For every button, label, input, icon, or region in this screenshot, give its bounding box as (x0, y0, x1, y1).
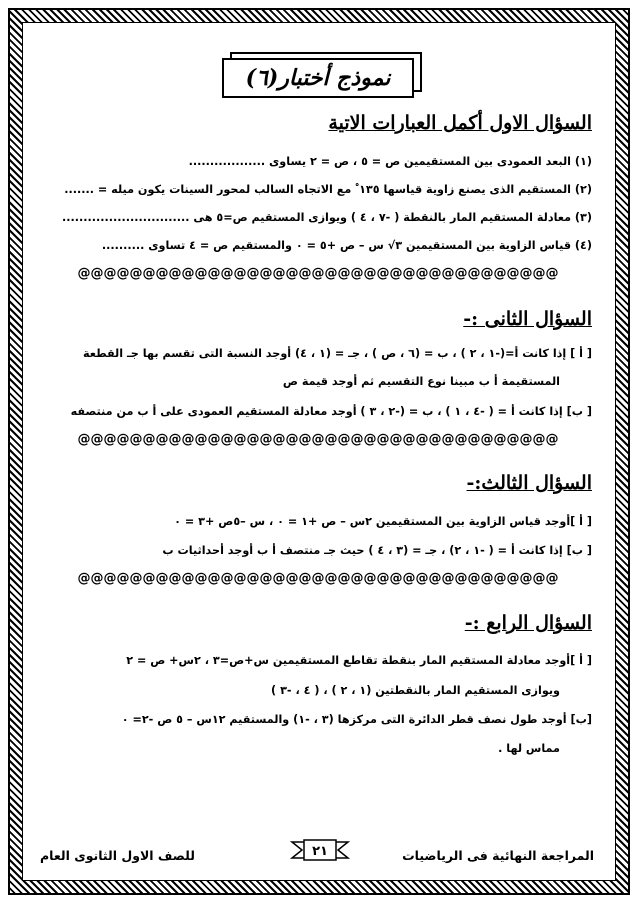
page-number-ribbon-icon (290, 838, 350, 862)
q1-heading: السؤال الاول أكمل العبارات الاتية (328, 112, 592, 134)
page-number: ٢١ (312, 844, 328, 859)
q4-item-b: [ب] أوجد طول نصف قطر الدائرة التى مركزها (٣ ، -١) والمستقيم ١٢س – ٥ ص -٢= ٠ (121, 713, 592, 726)
q3-heading: السؤال الثالث:- (466, 472, 592, 494)
q4-item-a: [ أ ]أوجد معادلة المستقيم المار بنقطة تقاطع المستقيمين س+ص=٣ ، ٢س+ ص = ٢ (126, 654, 592, 667)
q1-item-3: (٣) معادلة المستقيم المار بالنقطة ( -٧ ، ٤ ) ويوازى المستقيم ص=٥ هى .............................. (62, 211, 592, 224)
q1-item-2: (٢) المستقيم الذى يصنع زاوية قياسها ١٣٥ ْ مع الاتجاه السالب لمحور السينات يكون ميله = ....... (64, 183, 592, 196)
q2-item-b: [ ب] إذا كانت أ = ( -٤ ، ١ ) ، ب = (-٢ ، ٣ ) أوجد معادلة المستقيم العمودى على أ ب من منتصفه (70, 405, 592, 418)
q1-item-4: (٤) قياس الزاوية بين المستقيمين ٣√ س – ص +٥ = ٠ والمستقيم ص = ٤ تساوى .......... (101, 239, 592, 252)
q2-item-a: [ أ ] إذا كانت أ=(-١ ، ٢ ) ، ب = (٦ ، ص ) ، جـ = (١ ، ٤) أوجد النسبة التى تقسم بها جـ القطعة (83, 347, 592, 360)
separator-3: @@@@@@@@@@@@@@@@@@@@@@@@@@@@@@@@@@@@@ (77, 571, 559, 586)
separator-2: @@@@@@@@@@@@@@@@@@@@@@@@@@@@@@@@@@@@@ (77, 432, 559, 447)
exam-title-box (222, 58, 414, 98)
footer-book-title: المراجعة النهائية فى الرياضيات (402, 848, 594, 863)
footer-grade: للصف الاول الثانوى العام (40, 848, 195, 863)
q2-heading: السؤال الثانى :- (463, 308, 592, 330)
q1-item-1: (١) البعد العمودى بين المستقيمين ص = ٥ ، ص = ٢ يساوى .................. (188, 155, 592, 168)
separator-1: @@@@@@@@@@@@@@@@@@@@@@@@@@@@@@@@@@@@@ (77, 266, 559, 281)
q3-item-b: [ ب] إذا كانت أ = ( -١ ، ٢) ، جـ = (٣ ، ٤ ) حيث جـ منتصف أ ب أوجد أحداثيات ب (162, 544, 592, 557)
q4-item-a-cont: ويوازى المستقيم المار بالنقطتين (١ ، ٢ ) ، ( ٤ ، -٣ ) (271, 684, 560, 697)
q4-item-b-cont: مماس لها . (498, 742, 560, 755)
q2-item-a-cont: المستقيمة أ ب مبينا نوع التقسيم ثم أوجد قيمة ص (282, 375, 560, 388)
q4-heading: السؤال الرابع :- (464, 612, 592, 634)
q3-item-a: [ أ ]أوجد قياس الزاوية بين المستقيمين ٢س – ص +١ = ٠ ، س –٥ص +٣ = ٠ (174, 515, 592, 528)
exam-title: نموذج أختبار(٦) (222, 58, 414, 98)
page-number-badge (290, 838, 350, 862)
